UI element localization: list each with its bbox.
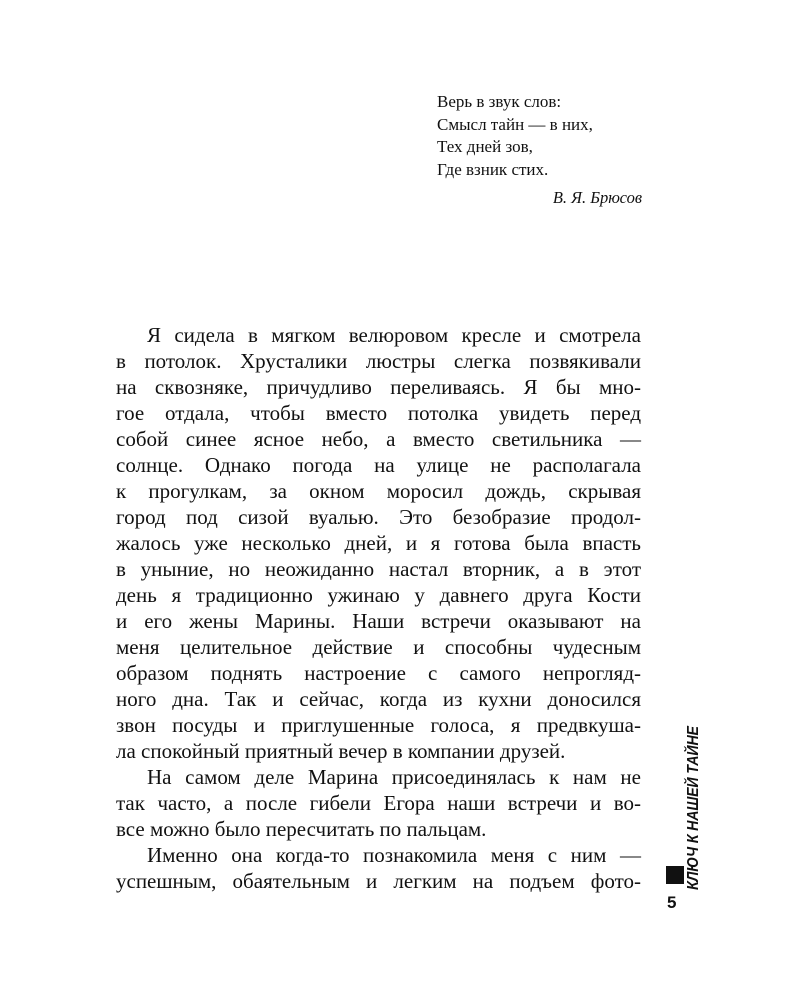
running-head-square-icon — [666, 866, 684, 884]
text-line: жалось уже несколько дней, и я готова была впасть — [116, 531, 641, 555]
text-line: город под сизой вуалью. Это безобразие продол- — [116, 505, 641, 529]
text-line: Я сидела в мягком велюровом кресле и смотрела — [147, 323, 641, 347]
text-line: На самом деле Марина присоединялась к нам не — [147, 765, 641, 789]
text-line: солнце. Однако погода на улице не располагала — [116, 453, 641, 477]
text-line: меня целительное действие и способны чудесным — [116, 635, 641, 659]
text-line: собой синее ясное небо, а вместо светильника — — [116, 427, 641, 451]
epigraph-author: В. Я. Брюсов — [552, 188, 642, 207]
text-line: в уныние, но неожиданно настал вторник, а в этот — [116, 557, 641, 581]
epigraph — [437, 91, 642, 208]
text-line: день я традиционно ужинаю у давнего друга Кости — [116, 583, 641, 607]
text-line: гое отдала, чтобы вместо потолка увидеть перед — [116, 401, 641, 425]
text-line: образом поднять настроение с самого непрогляд- — [116, 661, 641, 685]
running-head — [683, 690, 705, 890]
text-line: и его жены Марины. Наши встречи оказывают на — [116, 609, 641, 633]
text-line: звон посуды и приглушенные голоса, я предвкуша- — [116, 713, 641, 737]
epigraph-line: Смысл тайн — в них, — [437, 114, 593, 134]
text-line: ла спокойный приятный вечер в компании друзей. — [116, 739, 566, 763]
body-text — [116, 322, 641, 894]
text-line: так часто, а после гибели Егора наши встречи и во- — [116, 791, 641, 815]
text-line: на сквозняке, причудливо переливаясь. Я бы мно- — [116, 375, 641, 399]
epigraph-line: Верь в звук слов: — [437, 92, 562, 111]
epigraph-line: Где взник стих. — [437, 159, 549, 179]
epigraph-line: Тех дней зов, — [437, 137, 533, 156]
text-line: в потолок. Хрусталики люстры слегка позвякивали — [116, 349, 641, 373]
text-line: к прогулкам, за окном моросил дождь, скрывая — [116, 479, 641, 503]
text-line: Именно она когда-то познакомила меня с ним — — [147, 843, 641, 867]
text-line: ного дна. Так и сейчас, когда из кухни доносился — [116, 687, 641, 711]
text-line: успешным, обаятельным и легким на подъем фото- — [116, 869, 641, 893]
page-number: 5 — [667, 893, 677, 912]
text-line: все можно было пересчитать по пальцам. — [116, 817, 487, 841]
running-head-title: КЛЮЧ К НАШЕЙ ТАЙНЕ — [685, 726, 702, 890]
